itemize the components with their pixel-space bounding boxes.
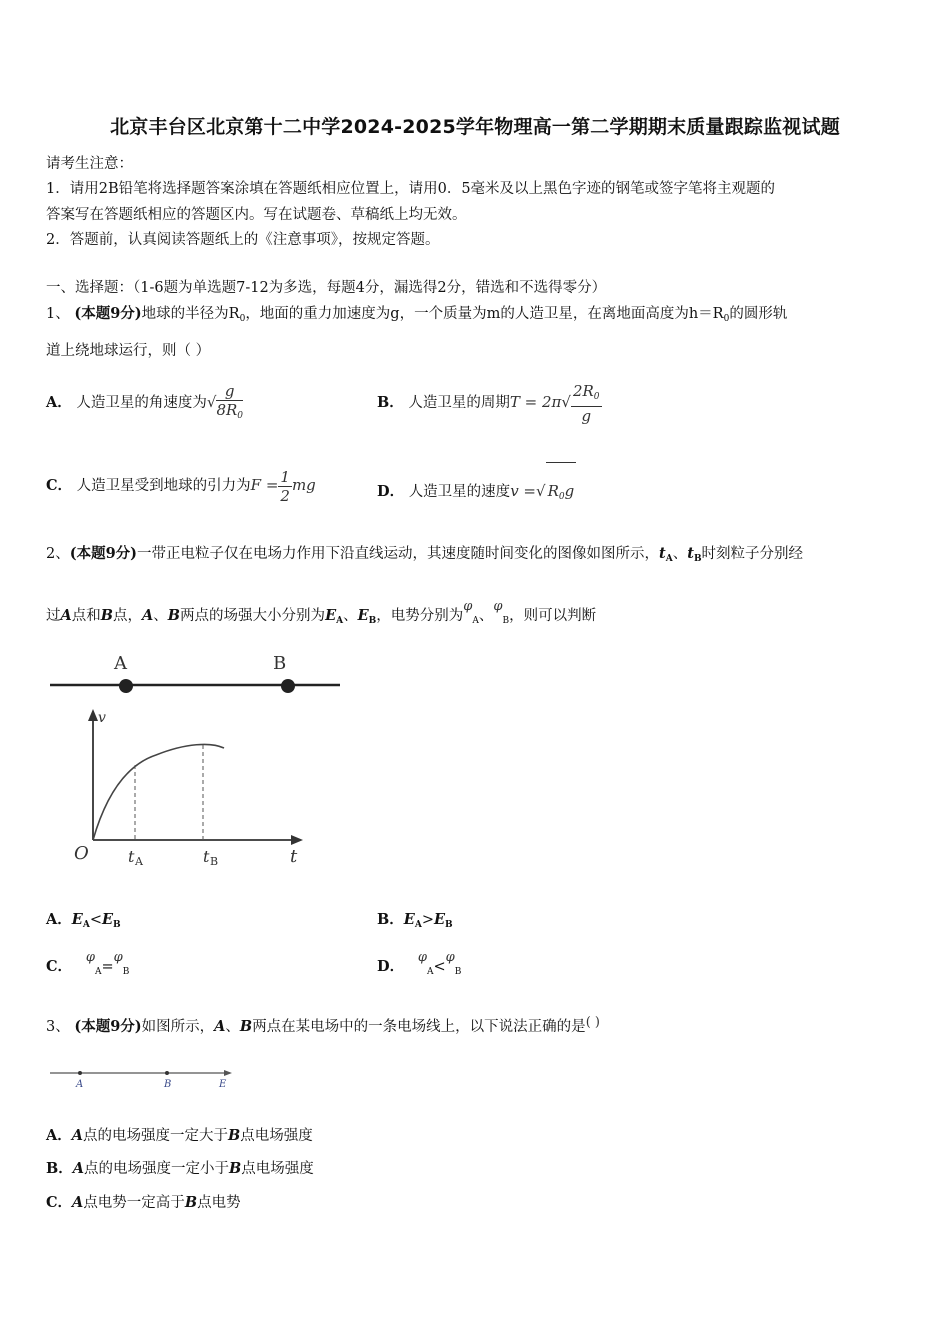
- formula-lhs: F =: [250, 476, 279, 494]
- option-label: C．: [46, 1194, 73, 1211]
- phi-symbol: φ: [445, 950, 455, 965]
- q2-text: ，电势分别为: [376, 608, 464, 624]
- q1-option-a[interactable]: A． 人造卫星的角速度为√ $\frac{g}{8R_0}$: [46, 381, 244, 421]
- notice-line1a: 1．请用2B铅笔将选择题答案涂填在答题纸相应位置上，请用0．5毫米及以上黑色字迹的钢笔或签字笔将主观题的: [46, 181, 776, 197]
- option-label: B．: [377, 394, 404, 411]
- q3-score: (本题9分): [74, 1018, 142, 1035]
- q1-text1b: ，地面的重力加速度为g，一个质量为m的人造卫星，在离地面高度为h＝R: [245, 306, 724, 322]
- point-b-dot: [165, 1071, 169, 1075]
- t-sub: B: [693, 554, 702, 564]
- q2-line2: [46, 599, 597, 626]
- e-sub: A: [414, 920, 422, 930]
- formula-rhs: mg: [291, 476, 316, 494]
- q1-option-d[interactable]: D． 人造卫星的速度v =√ $R_0g$: [377, 462, 576, 525]
- answer-paren: ( ): [585, 1015, 600, 1030]
- e-sub: B: [368, 616, 377, 626]
- notice-line1b: 答案写在答题纸相应的答题区内。写在试题卷、草稿纸上均无效。: [46, 207, 467, 223]
- q2-text: 过: [46, 608, 61, 624]
- q1-text1a: 地球的半径为R: [141, 306, 240, 322]
- e-sub: A: [82, 920, 90, 930]
- option-text: 点电场强度: [240, 1128, 313, 1144]
- phi-symbol: φ: [417, 950, 428, 965]
- q2-text: 点和: [71, 608, 101, 624]
- option-label: B．: [377, 911, 404, 928]
- frac-num: 1: [280, 467, 290, 486]
- frac-num: g: [216, 382, 243, 401]
- q2-text: 点，: [113, 608, 143, 624]
- phi-sub: B: [454, 967, 462, 977]
- point-b: B: [239, 1018, 253, 1035]
- frac-den: 8R: [216, 400, 238, 419]
- radicand2: g: [564, 482, 575, 500]
- point-a: A: [71, 1127, 84, 1144]
- point-a: A: [142, 607, 154, 624]
- option-label: D．: [377, 483, 405, 500]
- point-b: B: [229, 1160, 242, 1177]
- option-label: A．: [46, 394, 72, 411]
- point-b: B: [228, 1127, 241, 1144]
- op: <: [433, 959, 446, 975]
- q1-number: 1、: [46, 306, 70, 322]
- q2-text: 两点的场强大小分别为: [180, 608, 326, 624]
- sep: 、: [225, 1019, 240, 1035]
- point-a-label: A: [76, 1079, 84, 1090]
- notice-line2: 2．答题前，认真阅读答题纸上的《注意事项》，按规定答题。: [46, 232, 440, 248]
- option-label: D．: [377, 958, 405, 975]
- e-symbol: E: [101, 911, 114, 928]
- point-b-label: B: [273, 653, 287, 674]
- sep: 、: [672, 546, 688, 562]
- e-symbol: E: [433, 911, 446, 928]
- phi-sub: A: [94, 967, 102, 977]
- e-sub: A: [336, 616, 344, 626]
- e-symbol: E: [325, 607, 337, 624]
- option-text: 点的电场强度一定大于: [83, 1128, 229, 1144]
- notice-heading: 请考生注意：: [46, 156, 133, 172]
- point-a: A: [72, 1160, 85, 1177]
- q2-line1: [46, 542, 803, 564]
- point-b-label: B: [164, 1079, 172, 1090]
- q2-option-d[interactable]: [377, 950, 462, 977]
- option-text: 人造卫星受到地球的引力为: [76, 478, 251, 494]
- option-label: B．: [46, 1160, 73, 1177]
- phi-symbol: φ: [113, 950, 123, 965]
- q2-option-c[interactable]: [46, 950, 130, 977]
- point-a: A: [72, 1194, 84, 1211]
- t-symbol: t: [687, 545, 694, 562]
- radicand: R: [547, 482, 559, 500]
- ta-label: t: [128, 847, 135, 866]
- page-title: 北京丰台区北京第十二中学2024-2025学年物理高一第二学期期末质量跟踪监视试题: [110, 116, 840, 138]
- formula-lhs: v =: [510, 482, 536, 500]
- t-symbol: t: [659, 545, 666, 562]
- point-b-dot: [281, 679, 295, 693]
- option-label: A．: [46, 911, 72, 928]
- phi-sub: B: [502, 616, 510, 626]
- field-arrow: [224, 1070, 232, 1076]
- phi-sub: A: [427, 967, 434, 977]
- q3-option-c[interactable]: [46, 1191, 241, 1212]
- option-text: 人造卫星的周期: [408, 395, 510, 411]
- e-symbol: E: [403, 911, 415, 928]
- option-label: C．: [46, 477, 73, 494]
- q1-sub: 0: [239, 314, 246, 324]
- phi-sub: B: [122, 967, 130, 977]
- v-t-curve: [93, 744, 224, 840]
- section-heading: 一、选择题：（1-6题为单选题7-12为多选，每题4分，漏选得2分，错选和不选得零分）: [46, 280, 607, 296]
- radicand-sub: 0: [558, 492, 565, 502]
- option-text: 人造卫星的速度: [408, 484, 511, 500]
- point-a-label: A: [114, 653, 127, 674]
- tb-label: t: [203, 847, 210, 866]
- v-axis-arrow: [88, 709, 98, 721]
- t-label: t: [290, 846, 298, 867]
- e-symbol: E: [71, 911, 83, 928]
- q2-figure: [46, 645, 346, 875]
- q2-text: ，则可以判断: [509, 608, 597, 624]
- frac-den: g: [581, 406, 592, 425]
- frac-num: 2R: [572, 381, 594, 400]
- phi-symbol: φ: [463, 599, 473, 614]
- point-a-dot: [119, 679, 133, 693]
- option-label: A．: [46, 1127, 72, 1144]
- q2-option-a[interactable]: [46, 908, 121, 930]
- point-a: A: [214, 1018, 226, 1035]
- point-b: B: [100, 607, 114, 624]
- q2-text: 、: [153, 608, 168, 624]
- phi-sub: A: [472, 616, 479, 626]
- e-sub: B: [445, 920, 453, 930]
- op: =: [101, 959, 114, 975]
- q3-option-a[interactable]: [46, 1124, 313, 1145]
- phi-symbol: φ: [85, 950, 95, 965]
- point-a: A: [60, 607, 72, 624]
- q3-number: 3、: [46, 1019, 70, 1035]
- t-axis-arrow: [291, 835, 303, 845]
- option-text: 点电势: [197, 1195, 241, 1211]
- frac-sub: 0: [237, 410, 244, 421]
- q1-score: (本题9分): [74, 305, 142, 322]
- q1-option-b[interactable]: B． 人造卫星的周期T = 2π√ $\frac{2R_0}{g}$: [377, 381, 600, 425]
- q3-text: 如图所示，: [141, 1019, 215, 1035]
- tb-sub: B: [210, 855, 219, 868]
- e-sub: B: [113, 920, 121, 930]
- option-label: C．: [46, 958, 73, 975]
- q1-option-c[interactable]: [46, 457, 316, 514]
- q1-line1: [46, 302, 787, 324]
- q1-sub: 0: [723, 314, 730, 324]
- op: <: [89, 912, 102, 928]
- origin-label: O: [74, 843, 89, 864]
- field-label: E: [219, 1079, 227, 1090]
- v-label: v: [98, 710, 106, 726]
- option-text: 点的电场强度一定小于: [84, 1161, 230, 1177]
- ta-sub: A: [135, 855, 143, 868]
- frac-den: 2: [280, 486, 290, 505]
- phi-symbol: φ: [493, 599, 503, 614]
- e-symbol: E: [357, 607, 369, 624]
- q3-line1: [46, 1015, 600, 1036]
- q3-text: 两点在某电场中的一条电场线上，以下说法正确的是: [252, 1019, 586, 1035]
- frac-sub: 0: [593, 391, 600, 402]
- option-text: 点电场强度: [241, 1161, 314, 1177]
- q1-line2: 道上绕地球运行，则（ ）: [46, 343, 211, 359]
- option-text: 人造卫星的角速度为: [76, 395, 207, 411]
- q2-option-b[interactable]: [377, 908, 453, 930]
- q2-text1: 一带正电粒子仅在电场力作用下沿直线运动，其速度随时间变化的图像如图所示，: [137, 546, 660, 562]
- point-b: B: [167, 607, 181, 624]
- q2-text1end: 时刻粒子分别经: [701, 546, 804, 562]
- t-sub: A: [665, 554, 673, 564]
- q2-number: 2、: [46, 546, 70, 562]
- q3-figure: [46, 1062, 246, 1092]
- point-a-dot: [78, 1071, 82, 1075]
- q3-option-b[interactable]: [46, 1157, 314, 1178]
- option-text: 点电势一定高于: [83, 1195, 185, 1211]
- q1-text1c: 的圆形轨: [729, 306, 788, 322]
- q2-text: 、: [343, 608, 358, 624]
- point-b: B: [184, 1194, 198, 1211]
- q2-score: (本题9分): [69, 545, 138, 562]
- q2-text: 、: [478, 608, 494, 624]
- op: >: [421, 912, 434, 928]
- formula-lhs: T = 2π: [509, 393, 562, 411]
